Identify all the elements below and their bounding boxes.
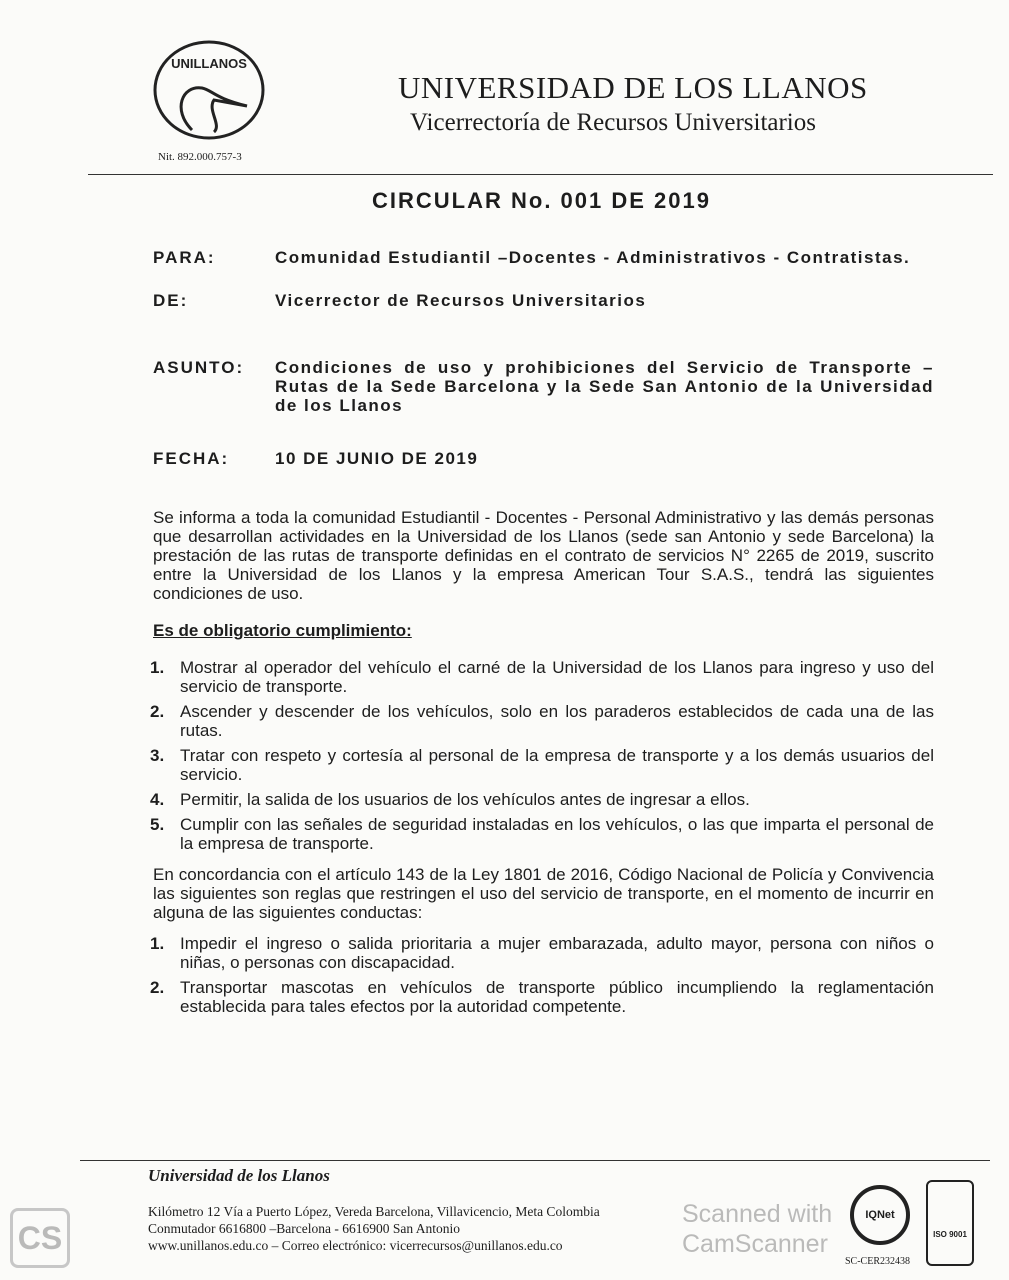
university-logo: [152, 40, 266, 140]
intro-paragraph: Se informa a toda la comunidad Estudiantil - Docentes - Personal Administrativo y las demás personas que desarrollan actividades en la Universidad de los Llanos (sede san Antonio y sede Barcelona) la prestación de las rutas de transporte definidas en el contrato de servicios N° 2265 de 2019, suscrito entre la Universidad de los Llanos y la empresa American Tour S.A.S., tendrá las siguientes condiciones de uso.: [153, 508, 934, 603]
prohibiciones-list: [150, 934, 934, 1016]
circular-title: CIRCULAR No. 001 DE 2019: [372, 188, 711, 213]
item-text: Ascender y descender de los vehículos, solo en los paraderos establecidos de cada una de las rutas.: [180, 702, 934, 740]
item-text: Impedir el ingreso o salida prioritaria a mujer embarazada, adulto mayor, persona con niños o niñas, o personas con discapacidad.: [180, 934, 934, 972]
iqnet-cert-icon: IQNet: [850, 1185, 910, 1245]
footer-divider: [80, 1160, 990, 1161]
de-field: [153, 291, 934, 310]
para-value: Comunidad Estudiantil –Docentes - Administrativos - Contratistas.: [275, 248, 911, 267]
item-number: 5.: [150, 815, 165, 834]
obligatorio-list: [150, 658, 934, 853]
para-label: PARA:: [153, 248, 216, 267]
list-item: [150, 702, 934, 740]
asunto-field: [153, 358, 934, 415]
item-number: 2.: [150, 702, 165, 721]
asunto-label: ASUNTO:: [153, 358, 245, 377]
asunto-value: Condiciones de uso y prohibiciones del Servicio de Transporte – Rutas de la Sede Barcelona y la Sede San Antonio de la Universidad de los Llanos: [275, 358, 934, 415]
university-name: UNIVERSIDAD DE LOS LLANOS: [398, 70, 868, 105]
item-text: Cumplir con las señales de seguridad instaladas en los vehículos, o las que imparta el personal de la empresa de transporte.: [180, 815, 934, 853]
watermark-line1: Scanned with: [682, 1200, 833, 1228]
list-item: [150, 790, 934, 809]
footer-phones: Conmutador 6616800 –Barcelona - 6616900 San Antonio: [148, 1221, 460, 1236]
svg-text:UNILLANOS: UNILLANOS: [171, 56, 247, 71]
item-text: Transportar mascotas en vehículos de transporte público incumpliendo la reglamentación establecida para tales efectos por la autoridad competente.: [180, 978, 934, 1016]
footer-details: [148, 1203, 668, 1254]
item-number: 4.: [150, 790, 165, 809]
list-item: [150, 978, 934, 1016]
item-number: 2.: [150, 978, 165, 997]
fecha-field: [153, 449, 934, 468]
list-item: [150, 934, 934, 972]
circular-body: [150, 248, 934, 1022]
fecha-value: 10 DE JUNIO DE 2019: [275, 449, 479, 468]
footer-address: Kilómetro 12 Vía a Puerto López, Vereda Barcelona, Villavicencio, Meta Colombia: [148, 1204, 600, 1219]
list-item: [150, 658, 934, 696]
icontec-cert-icon: ISO 9001: [926, 1180, 974, 1266]
footer-contact: www.unillanos.edu.co – Correo electrónico: vicerrecursos@unillanos.edu.co: [148, 1238, 563, 1253]
item-text: Mostrar al operador del vehículo el carné de la Universidad de los Llanos para ingreso y uso del servicio de transporte.: [180, 658, 934, 696]
footer-name: Universidad de los Llanos: [148, 1166, 330, 1185]
de-label: DE:: [153, 291, 189, 310]
office-name: Vicerrectoría de Recursos Universitarios: [410, 109, 816, 136]
item-text: Permitir, la salida de los usuarios de los vehículos antes de ingresar a ellos.: [180, 790, 750, 809]
item-number: 1.: [150, 934, 165, 953]
list-item: [150, 815, 934, 853]
de-value: Vicerrector de Recursos Universitarios: [275, 291, 647, 310]
list-item: [150, 746, 934, 784]
item-text: Tratar con respeto y cortesía al personal de la empresa de transporte y a los demás usuarios del servicio.: [180, 746, 934, 784]
cert-code: SC-CER232438: [845, 1256, 911, 1267]
header-divider: [88, 174, 993, 175]
nit: Nit. 892.000.757-3: [158, 151, 242, 163]
item-number: 3.: [150, 746, 165, 765]
obligatorio-heading: Es de obligatorio cumplimiento:: [153, 621, 412, 640]
watermark-line2: CamScanner: [682, 1230, 828, 1258]
item-number: 1.: [150, 658, 165, 677]
fecha-label: FECHA:: [153, 449, 230, 468]
camscanner-badge: CS: [10, 1208, 70, 1268]
para-field: [153, 248, 934, 267]
concordancia-paragraph: En concordancia con el artículo 143 de la Ley 1801 de 2016, Código Nacional de Policía y Convivencia las siguientes son reglas que restringen el uso del servicio de transporte, en el momento de incurrir en alguna de las siguientes conductas:: [153, 865, 934, 922]
